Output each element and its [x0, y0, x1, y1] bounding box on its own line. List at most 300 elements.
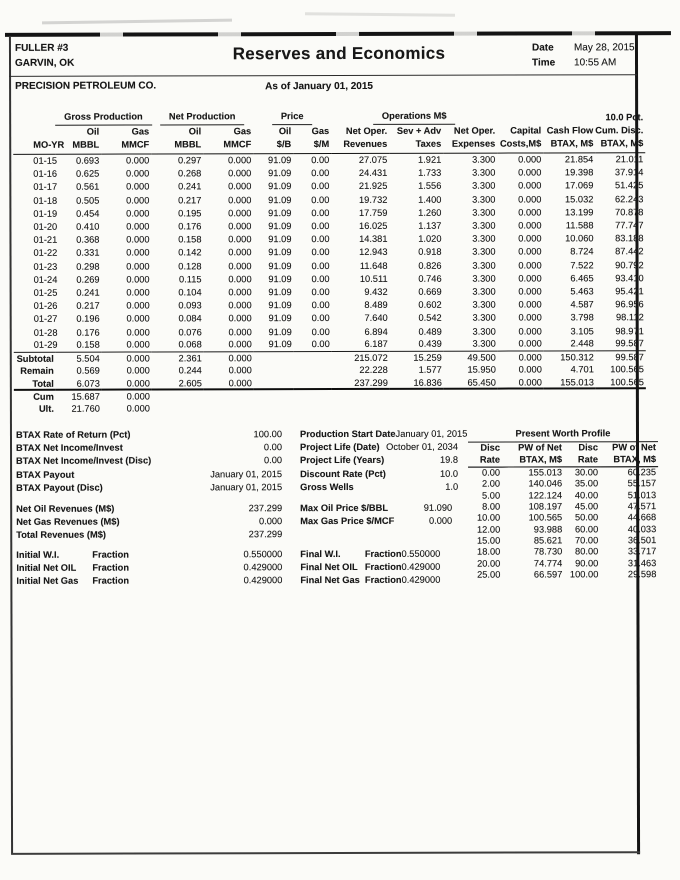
value-cell: 21.011	[615, 154, 644, 165]
pw-value-cell: 35.00	[574, 478, 599, 489]
stat-value: January 01, 2015	[210, 481, 283, 493]
value-cell: 100.565	[596, 376, 646, 389]
value-cell: 0.000	[518, 180, 542, 192]
pw-value-cell: 108.197	[528, 501, 563, 512]
value-cell: 0.000	[228, 274, 252, 285]
date-value: May 28, 2015	[573, 42, 635, 54]
stat-value: 19.8	[439, 455, 459, 466]
value-cell	[294, 402, 332, 415]
value-cell	[444, 402, 498, 415]
value-cell: 99.587	[596, 351, 646, 364]
value-cell: 87.442	[615, 246, 644, 257]
value-cell: 100.565	[610, 364, 644, 375]
value-cell: 155.013	[544, 376, 596, 389]
fraction-unit: Fraction	[92, 549, 129, 560]
stat-label: BTAX Net Income/Invest (Disc)	[16, 455, 152, 467]
stat-label: Gross Wells	[300, 481, 354, 492]
stat-value: 0.000	[258, 516, 283, 527]
row-label-cell: 01-24	[33, 274, 58, 285]
value-cell: 0.000	[518, 312, 542, 323]
date-label: Date	[531, 42, 554, 54]
value-cell: 19.732	[358, 194, 388, 205]
value-cell: 1.020	[418, 233, 442, 245]
well-location: GARVIN, OK	[14, 57, 75, 69]
pw-column-header: PW of Net	[612, 442, 657, 453]
pw-row	[468, 524, 658, 536]
stat-value: 10.0	[439, 468, 459, 479]
pw-row	[468, 479, 658, 491]
value-cell: 4.587	[570, 299, 594, 310]
pw-value-cell: 40.033	[627, 523, 657, 534]
group-header-row	[13, 109, 645, 126]
initial-fraction-row	[16, 561, 282, 575]
column-header: Oil	[278, 126, 292, 137]
column-header: Oil	[86, 126, 100, 137]
stat-label: BTAX Net Income/Invest	[16, 442, 123, 454]
fraction-label: Initial Net Gas	[16, 575, 79, 586]
value-cell: 96.956	[615, 299, 644, 310]
row-label-cell: 01-23	[33, 261, 58, 272]
value-cell: 0.00	[311, 339, 330, 350]
btax-stat-row	[16, 468, 282, 482]
value-cell: 0.000	[518, 167, 542, 178]
value-cell: 0.00	[311, 181, 330, 192]
value-cell: 0.195	[178, 208, 202, 219]
btax-stat-row	[16, 428, 282, 442]
value-cell: 0.000	[228, 287, 252, 298]
row-label-cell: Remain	[20, 366, 54, 377]
pw-value-cell: 8.00	[482, 501, 501, 512]
fraction-unit: Fraction	[364, 548, 402, 559]
value-cell: 77.747	[615, 220, 644, 231]
spacer	[543, 109, 595, 124]
value-cell	[544, 401, 596, 414]
value-cell: 0.000	[126, 261, 150, 272]
value-cell: 0.00	[311, 260, 330, 271]
revenue-row	[16, 529, 282, 543]
row-label-cell: Ult.	[38, 404, 54, 415]
row-label-cell: 01-19	[33, 208, 58, 219]
column-group-header	[331, 110, 497, 125]
fraction-label: Final Net Gas	[300, 574, 360, 586]
column-header: Cash Flow	[546, 125, 594, 136]
value-cell: 0.000	[126, 195, 150, 206]
value-cell: 0.298	[76, 261, 100, 272]
pw-value-cell: 66.597	[533, 569, 563, 580]
value-cell: 27.075	[358, 155, 388, 166]
value-cell: 0.368	[76, 234, 100, 245]
project-stat-row	[300, 467, 458, 481]
value-cell: 91.09	[268, 207, 292, 219]
value-cell	[254, 364, 294, 377]
value-cell: 0.439	[418, 339, 442, 350]
value-cell: 0.241	[178, 181, 202, 192]
value-cell: 0.000	[228, 313, 252, 324]
fraction-value: 0.550000	[243, 549, 283, 560]
pw-value-cell: 60.00	[574, 523, 599, 535]
value-cell: 0.000	[126, 391, 150, 402]
pw-column-header: BTAX, M$	[600, 454, 658, 467]
stat-value: 237.299	[248, 503, 283, 514]
column-group-header	[253, 110, 331, 125]
value-cell: 8.489	[364, 300, 388, 311]
column-header: MO-YR	[13, 139, 55, 155]
value-cell: 0.410	[76, 221, 100, 232]
row-label-cell: 01-26	[33, 300, 58, 311]
value-cell: 0.000	[518, 338, 542, 350]
as-of-date: As of January 01, 2015	[265, 80, 374, 93]
value-cell: 0.00	[311, 155, 330, 166]
value-cell: 0.000	[126, 287, 150, 298]
company-name: PRECISION PETROLEUM CO.	[15, 80, 157, 92]
present-worth-profile	[468, 428, 658, 581]
row-label-cell: 01-15	[33, 156, 58, 167]
value-cell	[294, 364, 332, 377]
value-cell: 21.760	[71, 404, 100, 415]
fraction-value: 0.429000	[401, 561, 441, 572]
value-cell	[254, 389, 294, 402]
initial-fraction-row	[16, 548, 282, 562]
stat-label: Max Gas Price $/MCF	[300, 516, 395, 527]
value-cell: 91.09	[268, 300, 292, 311]
value-cell: 0.00	[311, 234, 330, 245]
value-cell: 1.577	[418, 365, 442, 376]
value-cell: 0.00	[311, 207, 330, 218]
value-cell: 98.112	[615, 312, 644, 323]
pw-value-cell: 33.717	[627, 546, 657, 557]
value-cell: 0.217	[178, 195, 202, 206]
value-cell: 0.000	[518, 299, 542, 310]
value-cell: 19.398	[564, 167, 594, 178]
pw-value-cell: 155.013	[528, 467, 563, 478]
row-label-cell: 01-20	[33, 221, 58, 232]
value-cell: 11.588	[565, 220, 594, 231]
value-cell: 3.300	[472, 194, 496, 205]
value-cell: 70.878	[615, 207, 644, 218]
value-cell: 0.000	[126, 221, 150, 232]
value-cell: 0.104	[178, 287, 202, 298]
stat-label: Project Life (Date)	[300, 442, 380, 453]
stat-label: Total Revenues (M$)	[16, 530, 106, 541]
value-cell: 0.00	[311, 286, 330, 298]
value-cell: 13.199	[565, 207, 594, 218]
value-cell: 0.000	[518, 260, 542, 271]
column-header: BTAX, M$	[595, 137, 645, 153]
economics-table-header	[13, 109, 645, 154]
final-fractions-block	[300, 548, 440, 587]
value-cell: 3.300	[472, 260, 496, 271]
value-cell: 0.000	[228, 155, 252, 166]
max-prices-block	[300, 502, 452, 529]
value-cell: 0.000	[518, 233, 542, 244]
row-label-cell: 01-21	[33, 234, 58, 246]
column-header: Net Oper.	[453, 125, 496, 136]
column-header	[13, 126, 55, 139]
value-cell: 0.000	[102, 377, 152, 390]
btax-stats-block	[16, 428, 282, 495]
value-cell: 0.000	[126, 339, 150, 351]
pw-row	[468, 535, 658, 547]
value-cell: 0.000	[102, 352, 152, 365]
value-cell	[204, 390, 254, 403]
pw-value-cell: 100.00	[569, 569, 599, 580]
column-group-label: Net Production	[160, 110, 245, 125]
pw-value-cell: 2.00	[481, 479, 501, 490]
pw-value-cell: 122.124	[528, 490, 563, 501]
row-label-cell: 01-16	[33, 169, 58, 180]
scan-edge-bottom	[11, 851, 640, 854]
value-cell: 3.798	[570, 312, 594, 323]
project-stat-row	[299, 428, 468, 442]
value-cell: 17.759	[358, 207, 388, 218]
value-cell: 0.000	[518, 326, 542, 337]
value-cell: 0.158	[76, 340, 100, 351]
column-group-header	[151, 110, 253, 125]
row-label-cell: Total	[14, 377, 56, 390]
value-cell: 10.511	[359, 273, 388, 284]
pw-table-body	[468, 467, 658, 581]
value-cell: 0.000	[228, 300, 252, 311]
row-label-cell: 01-28	[33, 327, 58, 338]
value-cell: 17.069	[564, 180, 594, 191]
row-label-cell: 01-27	[33, 314, 58, 325]
value-cell: 91.09	[268, 339, 292, 350]
value-cell: 0.128	[178, 260, 202, 272]
time-value: 10:55 AM	[573, 57, 617, 69]
value-cell: 6.894	[364, 326, 388, 337]
value-cell: 0.000	[228, 365, 252, 376]
column-header: Revenues	[331, 138, 389, 154]
pw-value-cell: 44.668	[627, 512, 657, 523]
fraction-label: Initial Net OIL	[16, 562, 77, 573]
value-cell: 2.605	[152, 377, 204, 390]
value-cell	[390, 402, 444, 415]
row-label-cell: 01-18	[33, 195, 58, 206]
value-cell: 0.000	[126, 168, 150, 179]
value-cell: 1.260	[418, 207, 442, 218]
pw-value-cell: 12.00	[476, 524, 501, 535]
value-cell: 22.228	[359, 365, 388, 376]
value-cell: 0.00	[311, 326, 330, 337]
stat-value: October 01, 2034	[386, 441, 459, 453]
value-cell: 0.000	[204, 352, 254, 365]
stat-label: BTAX Rate of Return (Pct)	[15, 429, 131, 440]
column-header: Cum. Disc.	[595, 125, 644, 136]
value-cell: 7.522	[570, 259, 594, 270]
sub-header-row-2	[13, 137, 645, 154]
value-cell: 0.669	[418, 286, 442, 297]
value-cell: 1.733	[418, 168, 442, 179]
column-header: MBBL	[151, 138, 203, 154]
value-cell: 91.09	[268, 313, 292, 324]
value-cell: 37.914	[614, 167, 644, 178]
scan-edge-top	[5, 31, 671, 36]
pw-value-cell: 20.00	[477, 558, 501, 569]
economics-table-body	[13, 153, 646, 416]
column-header: BTAX, M$	[543, 137, 595, 153]
pw-value-cell: 30.00	[574, 467, 599, 478]
value-cell: 0.569	[76, 365, 100, 377]
column-header: Sev + Adv	[396, 125, 442, 136]
value-cell: 15.259	[390, 351, 444, 364]
value-cell: 1.556	[418, 181, 442, 192]
column-header: Costs,M$	[497, 137, 543, 153]
value-cell: 0.000	[126, 274, 150, 285]
value-cell	[544, 389, 596, 402]
stat-value: January 01, 2015	[210, 468, 283, 479]
stat-value: 1.0	[445, 481, 459, 492]
fraction-label: Final W.I.	[300, 548, 341, 560]
value-cell: 5.463	[570, 286, 594, 297]
row-label-cell: Cum	[33, 391, 54, 403]
value-cell: 3.300	[472, 326, 496, 337]
report-title: Reserves and Economics	[232, 43, 446, 64]
value-cell: 90.792	[615, 259, 644, 270]
pw-value-cell: 70.00	[574, 535, 599, 546]
value-cell: 83.188	[615, 233, 644, 244]
value-cell: 0.000	[126, 313, 150, 324]
pw-value-cell: 51.013	[627, 489, 657, 501]
economics-table	[13, 109, 646, 415]
value-cell	[294, 389, 332, 402]
value-cell: 24.431	[358, 168, 388, 179]
column-header: Expenses	[443, 138, 497, 154]
value-cell	[254, 377, 294, 390]
ult-row	[14, 401, 646, 415]
stat-label: Net Gas Revenues (M$)	[16, 516, 120, 528]
value-cell: 91.09	[268, 273, 292, 284]
value-cell: 3.300	[472, 312, 496, 323]
value-cell	[332, 389, 390, 402]
initial-fraction-row	[16, 574, 282, 588]
column-header: $/B	[253, 138, 293, 154]
pw-table	[468, 442, 658, 581]
pw-column-header: Disc	[480, 442, 501, 453]
value-cell: 0.000	[228, 221, 252, 232]
value-cell: 91.09	[268, 287, 292, 298]
pw-value-cell: 74.774	[533, 557, 563, 569]
time-label: Time	[531, 57, 556, 69]
value-cell	[596, 389, 646, 402]
final-fraction-row	[300, 561, 440, 574]
pw-value-cell: 100.565	[528, 512, 563, 523]
value-cell: 0.000	[518, 154, 542, 165]
fraction-unit: Fraction	[92, 562, 130, 573]
pw-column-header: Rate	[564, 454, 600, 467]
value-cell: 11.648	[359, 260, 388, 271]
stat-label: Max Oil Price $/BBL	[300, 502, 389, 514]
value-cell: 62.243	[614, 193, 644, 204]
value-cell: 0.000	[126, 327, 150, 338]
value-cell	[294, 351, 332, 364]
value-cell: 0.269	[76, 274, 100, 285]
column-header: Gas	[131, 126, 150, 137]
value-cell: 21.925	[358, 181, 388, 192]
column-header: Capital	[510, 125, 542, 136]
value-cell: 0.00	[311, 168, 330, 179]
stat-label: Production Start Date	[299, 428, 396, 440]
pw-row	[468, 558, 658, 570]
pw-row	[468, 513, 658, 525]
pw-value-cell: 78.730	[533, 546, 563, 557]
value-cell: 0.00	[311, 300, 330, 311]
row-label-cell: 01-25	[33, 287, 58, 298]
pw-value-cell: 29.598	[627, 569, 657, 580]
value-cell: 3.300	[472, 339, 496, 350]
value-cell	[596, 401, 646, 414]
pw-value-cell: 80.00	[575, 546, 599, 557]
row-label-cell: Subtotal	[14, 352, 56, 365]
column-header: MBBL	[55, 139, 101, 155]
column-header: $/M	[293, 138, 331, 154]
value-cell: 49.500	[444, 351, 498, 364]
value-cell: 98.971	[615, 325, 644, 336]
value-cell: 0.489	[418, 326, 442, 337]
value-cell: 0.000	[228, 194, 252, 205]
value-cell: 3.300	[472, 220, 496, 231]
spacer	[497, 109, 543, 124]
fraction-unit: Fraction	[92, 575, 130, 586]
pw-row	[468, 501, 658, 513]
value-cell: 0.000	[126, 208, 150, 219]
column-group-label: Price	[272, 110, 313, 125]
value-cell: 91.09	[268, 168, 292, 179]
value-cell: 0.000	[126, 234, 150, 245]
header-divider	[9, 74, 637, 77]
stat-label: BTAX Payout (Disc)	[16, 482, 103, 493]
value-cell: 0.115	[179, 274, 202, 285]
value-cell: 0.00	[311, 313, 330, 324]
pw-value-cell: 5.00	[482, 490, 501, 501]
row-label-cell: 01-29	[33, 340, 58, 351]
value-cell	[254, 351, 294, 364]
pw-value-cell: 18.00	[477, 546, 501, 557]
value-cell: 91.09	[268, 194, 292, 205]
pw-value-cell: 93.988	[533, 524, 563, 535]
pw-value-cell: 45.00	[574, 501, 599, 512]
value-cell: 0.625	[76, 168, 100, 179]
value-cell: 0.000	[126, 365, 150, 376]
stat-value: 91.090	[423, 502, 453, 513]
value-cell: 3.300	[472, 273, 496, 284]
pw-value-cell: 10.00	[476, 512, 501, 524]
value-cell: 6.465	[570, 273, 594, 284]
value-cell: 1.137	[418, 220, 442, 231]
value-cell: 0.000	[228, 326, 252, 337]
value-cell: 15.687	[71, 391, 100, 402]
value-cell: 0.00	[311, 221, 330, 232]
pw-row	[468, 490, 658, 502]
value-cell: 4.701	[570, 364, 594, 375]
value-cell: 91.09	[268, 155, 292, 166]
value-cell: 2.361	[152, 352, 204, 365]
value-cell: 0.244	[178, 365, 202, 376]
column-header: Oil	[188, 126, 202, 137]
value-cell: 6.073	[56, 377, 102, 390]
fraction-unit: Fraction	[364, 561, 402, 572]
date-time-block	[532, 40, 635, 70]
project-stat-row	[300, 441, 458, 455]
btax-stat-row	[16, 441, 282, 455]
value-cell: 0.084	[178, 313, 202, 324]
value-cell: 3.300	[472, 286, 496, 297]
value-cell: 0.076	[178, 326, 202, 337]
value-cell: 51.425	[614, 180, 644, 191]
value-cell: 0.602	[418, 299, 442, 310]
stat-label: BTAX Payout	[16, 469, 75, 480]
value-cell: 0.00	[311, 247, 330, 258]
pw-header-row-1	[468, 442, 658, 454]
